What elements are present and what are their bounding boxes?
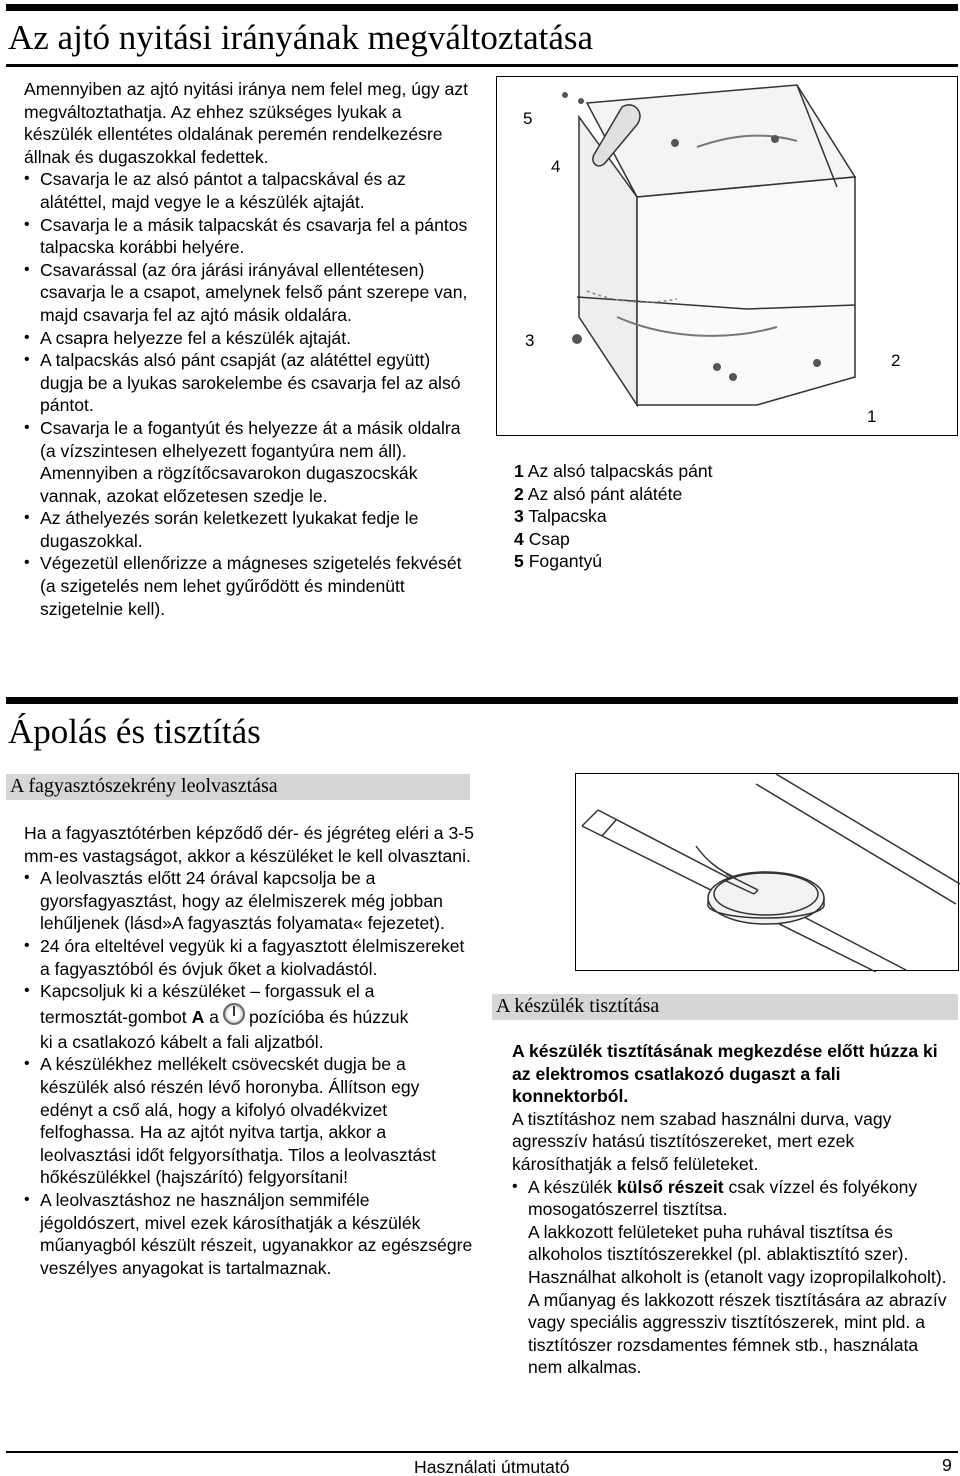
- list-item: • A készülék külső részeit csak vízzel és folyékony mosogatószerrel tisztítsa.: [512, 1176, 956, 1221]
- section-title-door: Az ajtó nyitási irányának megváltoztatása: [8, 18, 594, 57]
- subheading-cleaning: A készülék tisztítása: [492, 994, 958, 1020]
- door-steps-list: [24, 168, 474, 462]
- legend-item: 2 Az alsó pánt alátéte: [514, 483, 683, 504]
- list-item: • Az áthelyezés során keletkezett lyukakat fedje le dugaszokkal.: [24, 507, 474, 552]
- label-5: 5: [523, 109, 533, 128]
- list-item-line: ki a csatlakozó kábelt a fali aljzatból.: [40, 1031, 324, 1052]
- cleaning-text-column: [512, 1040, 956, 1379]
- defrost-figure: [575, 773, 959, 971]
- section2-rule: [6, 697, 958, 704]
- power-off-icon: [223, 1003, 245, 1025]
- legend-item: 3 Talpacska: [514, 506, 607, 527]
- label-3: 3: [525, 331, 535, 350]
- legend-item: 1 Az alsó talpacskás pánt: [514, 461, 713, 481]
- door-steps-list-2: [24, 507, 474, 620]
- door-intro: Amennyiben az ajtó nyitási iránya nem felel meg, úgy azt megváltoztathatja. Az ehhez szükséges lyukak a készülék ellentétes oldalának peremén rendelkezésre állnak és dugaszokkal fedettek.: [24, 79, 468, 167]
- appliance-diagram: [497, 77, 959, 437]
- list-item: • A leolvasztás előtt 24 órával kapcsolja be a gyorsfagyasztást, hogy az élelmiszerek még jobban lehűljenek (lásd»A fagyasztás folyamata« fejezetet).: [24, 867, 474, 935]
- list-item: • A leolvasztáshoz ne használjon semmiféle jégoldószert, mivel ezek károsíthatják a készülék műanyagból készült részeit, ugyanakkor az egészségre veszélyes anyagokat is tartalmaznak.: [24, 1189, 474, 1279]
- list-item: • Végezetül ellenőrizze a mágneses szigetelés fekvését (a szigetelés nem lehet gyűrődött és mindenütt szigetelnie kell).: [24, 552, 474, 620]
- title-rule: [6, 64, 958, 67]
- section-title-care: Ápolás és tisztítás: [8, 712, 261, 751]
- figure-legend: [514, 460, 934, 573]
- list-item: [24, 980, 474, 1053]
- top-rule: [6, 4, 958, 11]
- list-item-line: • Kapcsoljuk ki a készüléket – forgassuk el a: [40, 981, 375, 1002]
- cleaning-warning: A készülék tisztításának megkezdése előtt húzza ki az elektromos csatlakozó dugaszt a fali konnektorból.: [512, 1041, 938, 1107]
- cleaning-intro: A tisztításhoz nem szabad használni durva, vagy agresszív hatású tisztítószereket, mert ezek károsíthatják a felső felületeket.: [512, 1108, 892, 1174]
- label-4: 4: [551, 157, 561, 176]
- list-item: • Csavarja le az alsó pántot a talpacskával és az alátéttel, majd vegye le a készülék ajtaját.: [24, 168, 474, 213]
- defrost-intro: Ha a fagyasztótérben képződő dér- és jégréteg eléri a 3-5 mm-es vastagságot, akkor a készüléket le kell olvasztani.: [24, 823, 474, 866]
- subheading-defrost: A fagyasztószekrény leolvasztása: [6, 774, 470, 800]
- list-item: • A talpacskás alsó pánt csapját (az alátéttel együtt) dugja be a lyukas sarokelembe és csavarja fel az alsó pántot.: [24, 349, 474, 417]
- list-item-line: termosztát-gombot A a pozícióba és húzzuk: [40, 1003, 474, 1031]
- cleaning-lacquer: A lakkozott felületeket puha ruhával tisztítsa és alkoholos tisztítószerekkel (pl. ablaktisztító szer). Használhat alkoholt is (etanolt vagy izopropilalkoholt).: [528, 1221, 947, 1287]
- list-item: • A csapra helyezze fel a készülék ajtaját.: [24, 327, 474, 350]
- label-2: 2: [891, 351, 901, 370]
- door-reversal-figure: [496, 76, 958, 436]
- door-text-column: [24, 78, 474, 620]
- list-item: • Csavarással (az óra járási irányával ellentétesen) csavarja le a csapot, amelynek felső pánt szerepe van, majd csavarja fel az ajtó másik oldalára.: [24, 259, 474, 327]
- defrost-steps-list: [24, 867, 474, 1279]
- list-item: • Csavarja le a másik talpacskát és csavarja fel a pántos talpacska korábbi helyére.: [24, 214, 474, 259]
- door-note: Amennyiben a rögzítőcsavarokon dugaszocskák vannak, azokat előzetesen szedje le.: [40, 463, 418, 506]
- label-1: 1: [867, 407, 877, 426]
- legend-item: 4 Csap: [514, 528, 570, 549]
- cleaning-plastic: A műanyag és lakkozott részek tisztítására az abrazív vagy speciális aggressziv tisztítószerek, mint pld. a tisztítószer rozsdamentes fémnek stb., használata nem alkalmas.: [528, 1289, 947, 1378]
- cleaning-list: [512, 1176, 956, 1221]
- list-item: • A készülékhez mellékelt csövecskét dugja be a készülék alsó részén lévő horonyba. Állítson egy edényt a cső alá, hogy a kifolyó olvadékvizet felfoghassa. Ha az ajtót nyitva tartja, akkor a leolvasztási időt felgyorsíthatja. Tilos a leolvasztást hőkészülékkel (hajszárító) felgyorsítani!: [24, 1053, 474, 1189]
- footer-text: Használati útmutató: [414, 1457, 570, 1476]
- list-item: • 24 óra elteltével vegyük ki a fagyasztott élelmiszereket a fagyasztóból és óvjuk őket a kiolvadástól.: [24, 935, 474, 980]
- drain-tube-diagram: [576, 774, 960, 972]
- defrost-text-column: [24, 822, 474, 1279]
- page-number: 9: [942, 1455, 952, 1475]
- list-item: • Csavarja le a fogantyút és helyezze át a másik oldalra (a vízszintesen elhelyezett fogantyúra nem áll).: [24, 417, 474, 462]
- footer-rule: [6, 1451, 958, 1453]
- legend-item: 5 Fogantyú: [514, 551, 603, 572]
